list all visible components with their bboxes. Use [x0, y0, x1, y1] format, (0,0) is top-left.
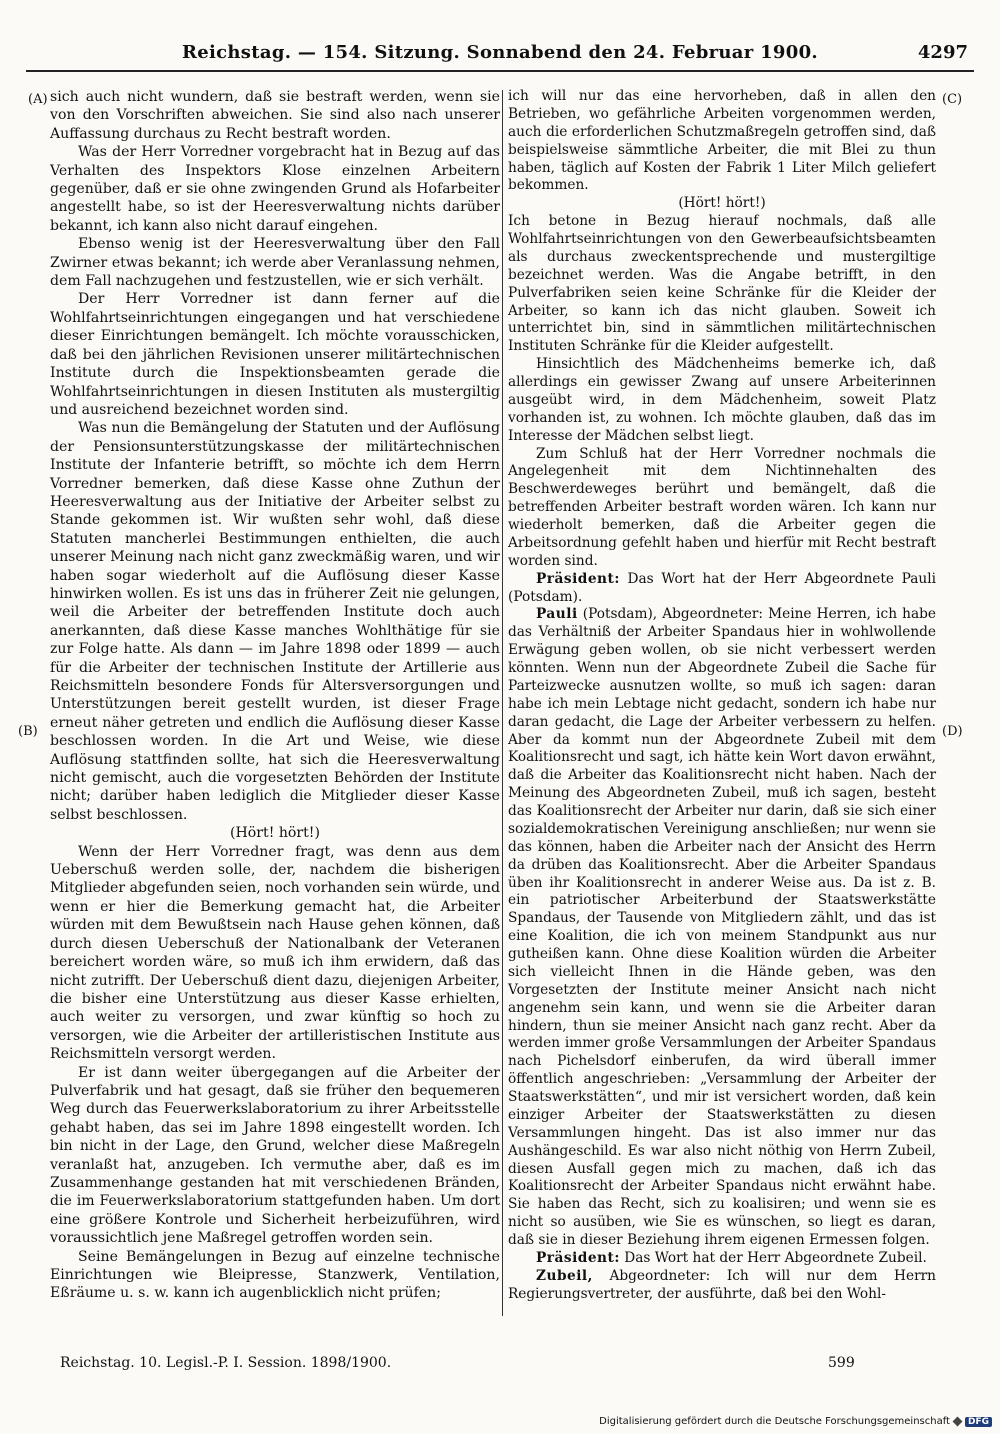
page-number: 4297	[917, 42, 968, 63]
diamond-icon	[953, 1417, 963, 1427]
paragraph-text: (Hört! hört!)	[678, 195, 766, 212]
header-title: Reichstag. — 154. Sitzung. Sonnabend den 24. Februar 1900.	[182, 42, 818, 63]
paragraph	[50, 824, 500, 842]
paragraph	[508, 195, 936, 213]
right-column	[508, 88, 936, 1304]
paragraph-text: Der Herr Vorredner ist dann ferner auf die Wohlfahrtseinrichtungen eingegangen und hat verschiedene dieser Einrichtungen bemängelt. Ich möchte vorausschicken, daß bei den jährlichen Revisionen unserer militärtechnischen Institute durch die Inspektionsbeamten gerade die Wohlfahrtseinrichtungen in diesen Instituten als mustergiltig und ausreichend bezeichnet worden sind.	[50, 291, 500, 418]
paragraph	[508, 1250, 936, 1268]
paragraph-text: Was der Herr Vorredner vorgebracht hat in Bezug auf das Verhalten des Inspektors Klose einzelnen Arbeitern gegenüber, daß er sie ohne zwingenden Grund als Hofarbeiter angestellt habe, so ist der Heeresverwaltung nichts darüber bekannt, ich kann also nicht darauf eingehen.	[50, 144, 500, 234]
paragraph	[50, 88, 500, 143]
paragraph-text: (Potsdam), Abgeordneter: Meine Herren, ich habe das Verhältniß der Arbeiter Spandaus hier in wohlwollende Erwägung geben wollen, ob sie nicht verbessert werden könnten. Wenn nun der Abgeordnete Zubeil die Sache für Parteizwecke ausnutzen wollte, so muß ich sagen: daran habe ich mein Lebtage nicht gedacht, sondern ich habe nur daran gedacht, die Lage der Arbeiter verbessern zu helfen. Aber da kommt nun der Abgeordnete Zubeil mit dem Koalitionsrecht und sagt, ich hätte kein Wort davon erwähnt, daß die Arbeiter das Koalitionsrecht nicht haben. Nach der Meinung des Abgeordneten Zubeil, muß ich sagen, besteht das Koalitionsrecht der Arbeiter nur darin, daß sie sich einer sozialdemokratischen Vereinigung anschließen; nur wenn sie das können, haben die Arbeiter nach der Ansicht des Herrn da drüben das Koalitionsrecht. Aber die Arbeiter Spandaus üben ihr Koalitionsrecht in anderer Weise aus. Da ist z. B. ein patriotischer Arbeiterbund der Staatswerkstätte Spandaus, der Tausende von Mitgliedern zählt, und das ist eine Koalition, die ich von meinem Standpunkt aus nur gutheißen kann. Ohne diese Koalition würden die Arbeiter sich vielleicht Ihnen in die Hände geben, was den Vorgesetzten der Institute meiner Ansicht nach nicht angenehm sein kann, und wenn sie die Arbeiter daran hindern, thun sie meiner Ansicht nach ganz recht. Aber da werden immer große Versammlungen der Arbeiter Spandaus nach Pichelsdorf einberufen, da wird überall immer öffentlich angeschrieben: „Versammlung der Arbeiter der Staatswerkstätten“, und mir ist versichert worden, daß kein einziger Arbeiter der Staatswerkstätten zu diesen Versammlungen hingeht. Das ist also immer nur das Aushängeschild. Es war also nicht nöthig von Herrn Zubeil, diesen Ausfall gegen mich zu machen, daß ich das Koalitionsrecht der Arbeiter Spandaus nicht erwähnt habe. Sie haben das Recht, sich zu koalisiren; und wenn sie es nicht so ausüben, wie Sie es wünschen, so liegt es daran, daß sie in dieser Beziehung ihrem eigenen Ermessen folgen.	[508, 606, 936, 1248]
paragraph	[508, 1268, 936, 1304]
paragraph-text: Seine Bemängelungen in Bezug auf einzelne technische Einrichtungen wie Bleipresse, Stanzwerk, Ventilation, Eßräume u. s. w. kann ich augenblicklich nicht prüfen;	[50, 1248, 500, 1302]
paragraph	[508, 606, 936, 1250]
digitization-credit-text: Digitalisierung gefördert durch die Deutsche Forschungsgemeinschaft	[599, 1416, 950, 1427]
paragraph-text: ich will nur das eine hervorheben, daß in allen den Betrieben, wo gefährliche Arbeiten vorgenommen werden, auch die erforderlichen Schutzmaßregeln getroffen sind, daß beispielsweise sämmtliche Arbeiter, die mit Blei zu thun haben, täglich auf Kosten der Fabrik 1 Liter Milch geliefert bekommen.	[508, 88, 936, 194]
paragraph	[508, 88, 936, 195]
margin-marker-d: (D)	[942, 724, 963, 739]
paragraph-text: Wenn der Herr Vorredner fragt, was denn aus dem Ueberschuß werden solle, der, nachdem die bisherigen Mitglieder abgefunden seien, noch vorhanden sein würde, und wenn er hier die Bemerkung gemacht hat, die Arbeiter würden mit dem Bewußtsein nach Hause gehen können, daß durch diesen Ueberschuß der Nationalbank der Veteranen bereichert worden wäre, so muß ich ihm erwidern, daß das nicht zutrifft. Der Ueberschuß dient dazu, diejenigen Arbeiter, die bisher eine Unterstützung aus dieser Kasse erhielten, auch weiter zu versorgen, und zwar künftig so hoch zu versorgen, wie die Arbeiter der artilleristischen Institute aus Reichsmitteln versorgt werden.	[50, 843, 500, 1063]
speaker-label: Präsident:	[536, 570, 620, 587]
page-header	[26, 40, 974, 72]
paragraph	[508, 571, 936, 607]
paragraph-text: Ebenso wenig ist der Heeresverwaltung über den Fall Zwirner etwas bekannt; ich werde aber Veranlassung nehmen, dem Fall nachzugehen und festzustellen, wie er sich verhält.	[50, 236, 500, 290]
dfg-logo: DFG	[965, 1417, 992, 1427]
paragraph	[50, 1064, 500, 1248]
paragraph-text: Das Wort hat der Herr Abgeordnete Zubeil.	[619, 1249, 927, 1266]
paragraph	[50, 419, 500, 824]
speaker-label: Zubeil,	[536, 1267, 593, 1284]
paragraph-text: Ich betone in Bezug hierauf nochmals, daß alle Wohlfahrtseinrichtungen von den Gewerbeaufsichtsbeamten als durchaus zweckentsprechende und mustergiltige bezeichnet werden. Was die Angabe betrifft, in den Pulverfabriken seien keine Schränke für die Kleider der Arbeiter, so kann ich das nicht glauben. Soweit ich unterrichtet bin, sind in sämmtlichen militärtechnischen Instituten Schränke für die Kleider aufgestellt.	[508, 213, 936, 355]
margin-marker-c: (C)	[942, 92, 963, 107]
paragraph	[50, 290, 500, 419]
paragraph	[50, 235, 500, 290]
paragraph	[508, 213, 936, 356]
left-column	[50, 88, 500, 1303]
paragraph	[50, 843, 500, 1064]
footer-session-info: Reichstag. 10. Legisl.-P. I. Session. 1898/1900.	[60, 1355, 392, 1371]
paragraph-text: sich auch nicht wundern, daß sie bestraft werden, wenn sie von den Vorschriften abweichen. Sie sind also nach unserer Auffassung durchaus zu Recht bestraft worden.	[50, 89, 500, 142]
paragraph-text: Was nun die Bemängelung der Statuten und der Auflösung der Pensionsunterstützungskasse der militärtechnischen Institute der Infanterie betrifft, so möchte ich dem Herrn Vorredner bemerken, daß diese Kasse ohne Zuthun der Heeresverwaltung aus der Initiative der Arbeiter selbst zu Stande gekommen ist. Wir wußten sehr wohl, daß diese Statuten mancherlei Bestimmungen enthielten, die auch unserer Meinung nach nicht ganz zweckmäßig waren, und wir haben sogar wiederholt auf die Auflösung dieser Kasse hinwirken wollen. Es ist uns das in früherer Zeit nie gelungen, weil die Arbeiter der betreffenden Institute doch auch anerkannten, daß diese Kasse manches Wohlthätige für sie zur Folge hatte. Als dann — im Jahre 1898 oder 1899 — auch für die Arbeiter der technischen Institute der Artillerie aus Reichsmitteln besondere Fonds für Altersversorgungen und Unterstützungen bereit gestellt wurden, ist dieser Frage erneut näher getreten und endlich die Auflösung dieser Kasse beschlossen worden. In die Art und Weise, wie diese Auflösung stattfinden sollte, hat sich die Heeresverwaltung nicht gemischt, auch die vorgesetzten Behörden der Institute nicht; darüber haben lediglich die Mitglieder dieser Kasse selbst beschlossen.	[50, 420, 500, 823]
column-divider	[502, 90, 503, 1316]
paragraph	[508, 356, 936, 445]
paragraph-text: Das Wort hat der Herr Abgeordnete Pauli (Potsdam).	[508, 570, 936, 605]
footer-sheet-number: 599	[828, 1355, 855, 1371]
paragraph	[508, 446, 936, 571]
paragraph-text: Hinsichtlich des Mädchenheims bemerke ich, daß allerdings ein gewisser Zwang auf unsere Arbeiterinnen ausgeübt wird, in dem Mädchenheim, soweit Platz vorhanden ist, zu wohnen. Ich möchte glauben, daß das im Interesse der Mädchen selbst liegt.	[508, 356, 936, 444]
margin-marker-b: (B)	[18, 724, 38, 739]
paragraph-text: Zum Schluß hat der Herr Vorredner nochmals die Angelegenheit mit dem Nichtinnehalten des Beschwerdeweges berührt und bemängelt, daß die betreffenden Arbeiter bestraft worden wären. Ich kann nur wiederholt bemerken, daß die Arbeiter gegen die Arbeitsordnung gefehlt haben und hierfür mit Recht bestraft worden sind.	[508, 445, 936, 569]
paragraph-text: Abgeordneter: Ich will nur dem Herrn Regierungsvertreter, der ausführte, daß bei den Wohl-	[508, 1267, 936, 1302]
speaker-label: Pauli	[536, 606, 578, 623]
paragraph	[50, 143, 500, 235]
paragraph	[50, 1248, 500, 1303]
paragraph-text: Er ist dann weiter übergegangen auf die Arbeiter der Pulverfabrik und hat gesagt, daß sie früher den bequemeren Weg durch das Feuerwerkslaboratorium zu ihrer Arbeitsstelle gehabt haben, das sei im Jahre 1898 eingestellt worden. Ich bin nicht in der Lage, den Grund, welcher diese Maßregeln veranlaßt hat, anzugeben. Ich vermuthe aber, daß es im Zusammenhange gestanden hat mit verschiedenen Bränden, die im Feuerwerkslaboratorium stattgefunden haben. Um dort eine größere Kontrole und Sicherheit herbeizuführen, wird voraussichtlich jene Maßregel getroffen worden sein.	[50, 1064, 500, 1247]
paragraph-text: (Hört! hört!)	[230, 825, 320, 842]
speaker-label: Präsident:	[536, 1249, 620, 1266]
digitization-credit	[599, 1416, 992, 1427]
margin-marker-a: (A)	[28, 92, 48, 107]
